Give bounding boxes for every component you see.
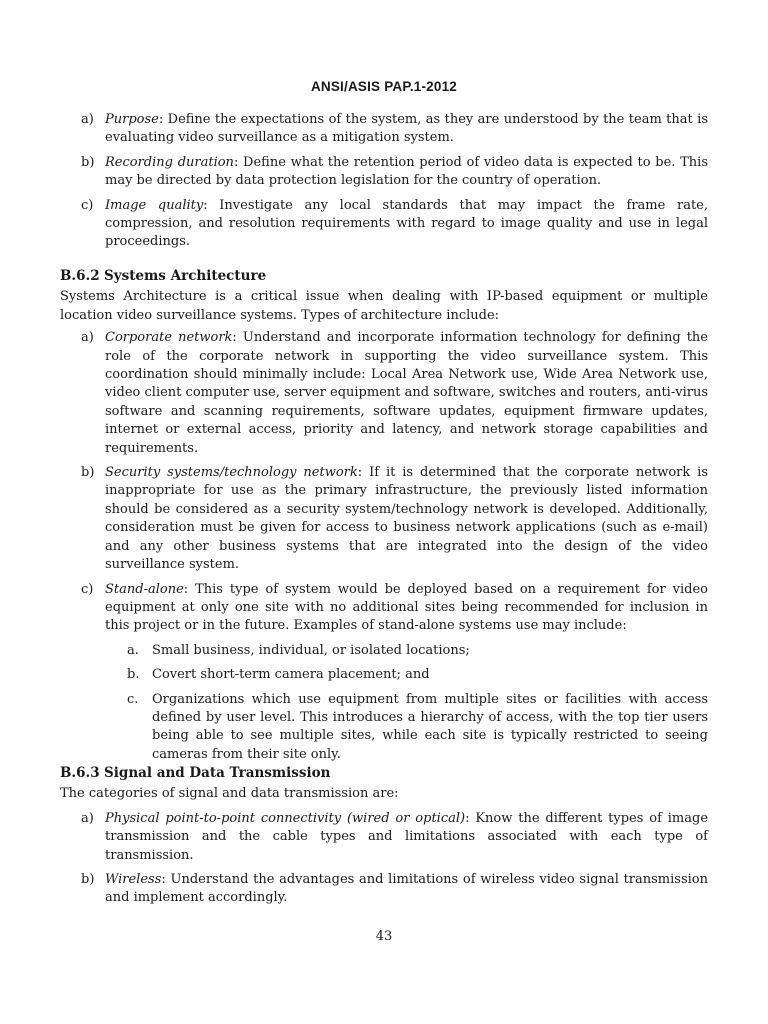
list-label: b): [81, 872, 95, 888]
list-item-image-quality: [60, 197, 708, 252]
list-item-recording-duration: [60, 154, 708, 191]
list-text: : Investigate any local standards that may impact the frame rate, compression, and resolution requirements with regard to image quality and use in legal proceedings.: [105, 197, 708, 250]
list-item-purpose: [60, 111, 708, 148]
list-text: : Define the expectations of the system, as they are understood by the team that is evaluating video surveillance as a mitigation system.: [105, 112, 708, 146]
list-term: Image quality: [105, 197, 204, 213]
list-text: : Know the different types of image transmission and the cable types and limitations associated with each type of transmission.: [105, 810, 709, 863]
intro-list: [60, 111, 708, 252]
list-item-point-to-point: [60, 810, 708, 865]
section-intro: Systems Architecture is a critical issue when dealing with IP-based equipment or multiple location video surveillance systems. Types of architecture include:: [60, 289, 708, 323]
list-label: c): [81, 197, 94, 213]
sublist-text: Covert short-term camera placement; and: [152, 667, 430, 683]
section-b-6-2: [60, 267, 708, 764]
sublist-text: Small business, individual, or isolated locations;: [152, 642, 470, 658]
list-item-corporate-network: [60, 329, 708, 458]
list-text: : If it is determined that the corporate network is inappropriate for use as the primary infrastructure, the previously listed information should be considered as a security system/technology network is developed. Additionally, consideration must be given for access to business network applications (such as e-mail) and any other business systems that are integrated into the design of the video surveillance system.: [105, 465, 708, 573]
sublist-text: Organizations which use equipment from multiple sites or facilities with access defined by user level. This introduces a hierarchy of access, with the top tier users being able to see multiple sites, while each site is typically restricted to seeing cameras from their site only.: [152, 691, 708, 762]
list-term: Stand-alone: [105, 581, 184, 597]
list-term: Recording duration: [105, 154, 234, 170]
sublist-item-small-business: [60, 642, 708, 660]
list-label: b): [81, 154, 95, 170]
list-term: Purpose: [105, 112, 159, 127]
page-number: 43: [375, 929, 393, 944]
sublist-label: c.: [127, 691, 139, 707]
section-intro: The categories of signal and data transmission are:: [60, 786, 399, 802]
list-item-wireless: [60, 871, 708, 908]
list-item-security-network: [60, 464, 708, 574]
list-term: Wireless: [105, 872, 162, 888]
list-label: b): [81, 465, 95, 481]
list-text: : Understand the advantages and limitations of wireless video signal transmission and implement accordingly.: [105, 872, 708, 906]
section-number: B.6.3: [60, 765, 100, 781]
section-heading: [60, 267, 708, 285]
list-term: Security systems/technology network: [105, 465, 358, 481]
section-title: Systems Architecture: [104, 268, 267, 284]
list-label: a): [81, 330, 94, 346]
sublist-item-covert-placement: [60, 666, 708, 684]
section-b-6-3: [60, 764, 708, 908]
list-item-stand-alone: [60, 581, 708, 636]
list-term: Physical point-to-point connectivity (wired or optical): [105, 810, 466, 826]
section-number: B.6.2: [60, 268, 100, 284]
section-title: Signal and Data Transmission: [104, 765, 331, 781]
list-text: : This type of system would be deployed based on a requirement for video equipment at only one site with no additional sites being recommended for inclusion in this project or in the future. Examples of stand-alone systems use may include:: [105, 581, 708, 634]
list-label: a): [81, 810, 94, 826]
list-label: c): [81, 581, 94, 597]
list-text: : Understand and incorporate information technology for defining the role of the corporate network in supporting the video surveillance system. This coordination should minimally include: Local Area Network use, Wide Area Network use, video client computer use, server equipment and software, switches and routers, anti-virus software and scanning requirements, software updates, equipment firmware updates, internet or external access, priority and latency, and network storage capabilities and requirements.: [105, 330, 708, 456]
list-text: : Define what the retention period of video data is expected to be. This may be directed by data protection legislation for the country of operation.: [105, 154, 708, 189]
sublist-item-organizations: [60, 691, 708, 765]
list-term: Corporate network: [105, 330, 233, 346]
sublist-label: a.: [127, 642, 139, 658]
document-header: ANSI/ASIS PAP.1-2012: [310, 79, 458, 94]
list-label: a): [81, 112, 94, 127]
section-heading: [60, 764, 708, 782]
sublist-label: b.: [127, 667, 140, 683]
